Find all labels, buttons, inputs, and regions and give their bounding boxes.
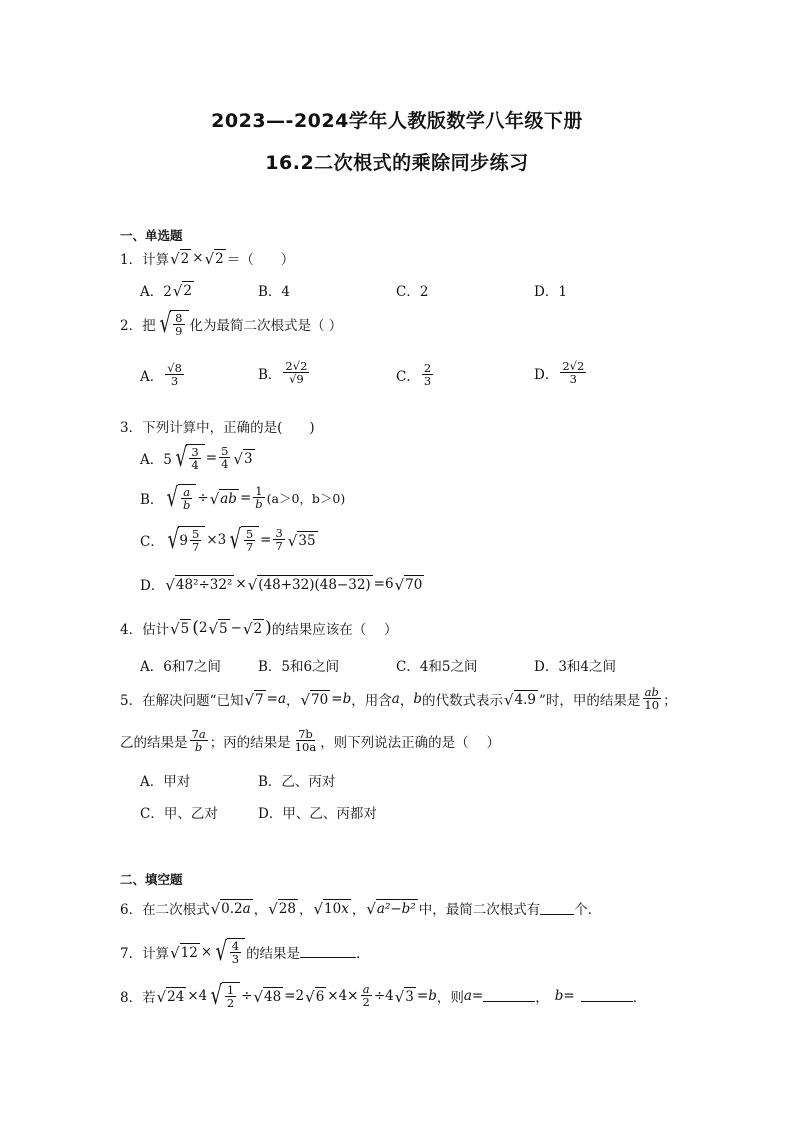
q2-prefix: 2．把 <box>120 317 156 334</box>
q4-option-b: B．5和6之间 <box>258 659 340 675</box>
q7-answer-blank[interactable] <box>300 945 356 958</box>
question-6: 6．在二次根式 √ 0.2 a ， √ 28 ， √ 10 x ， √ a²−b² 中，最简二次根式有 个． <box>120 900 602 918</box>
q2-option-b: B． $\frac{2√2}{√9}$ <box>258 359 308 387</box>
q4-option-c: C．4和5之间 <box>396 659 478 675</box>
question-4: 4．估计 √ 5 ( 2 √ 5 − √ 2 ) 的结果应该在（ ） <box>120 618 398 638</box>
q6-answer-blank[interactable] <box>540 902 574 915</box>
q5-option-d: D．甲、乙、丙都对 <box>258 806 377 822</box>
q1-option-c: C．2 <box>396 284 429 300</box>
q5-option-c: C．甲、乙对 <box>140 806 218 822</box>
q3-option-b: B． √ $\frac{a}{b}$ ÷ √ ab = $\frac{1}{b}$ (a＞0，b＞0) <box>140 483 346 514</box>
q2-tail: 化为最简二次根式是（ ） <box>189 317 343 334</box>
q1-option-d: D．1 <box>534 284 567 300</box>
question-5-line-2: 乙的结果是 $\frac{7a}{b}$ ；丙的结果是 $\frac{7b}{10a}$ ，则下列说法正确的是（ ） <box>120 727 500 755</box>
q1-option-b: B．4 <box>258 284 291 300</box>
question-7: 7．计算 √ 12 × √ $\frac{4}{3}$ 的结果是 ． <box>120 937 370 968</box>
q3-option-c: C． √ 9 $\frac{5}{7}$ ×3 √ $\frac{5}{7}$ = $\frac{3}{7}$ √ 35 <box>140 525 316 556</box>
section-single-choice: 一、单选题 <box>120 228 183 243</box>
worksheet-title: 2023—-2024学年人教版数学八年级下册 <box>211 110 583 132</box>
q4-option-a: A．6和7之间 <box>140 659 221 675</box>
q2-option-a: A． $\frac{√8}{3}$ <box>140 361 182 389</box>
q3-option-d: D． √ 48²÷32² × √ (48+32)(48−32) =6 √ 70 <box>140 576 423 594</box>
sqrt-2: √ 2 <box>170 250 190 268</box>
q8-answer-b-blank[interactable] <box>581 989 633 1002</box>
q1-option-a: A．2 √ 2 <box>140 282 192 300</box>
q4-option-d: D．3和4之间 <box>534 659 617 675</box>
q2-option-d: D． $\frac{2√2}{3}$ <box>534 359 585 387</box>
q1-tail: ＝（ ） <box>226 252 295 268</box>
sqrt-2: √ 2 <box>204 250 224 268</box>
question-1: 1．计算 √ 2 × √ 2 ＝（ ） <box>120 250 295 268</box>
question-5-line-1: 5．在解决问题“已知 √ 7 = a ， √ 70 = b ，用含 a ， b 的代数式表示 √ 4.9 ”时，甲的结果是 $\frac{ab}{10}$ ； <box>120 685 677 713</box>
q5-option-b: B．乙、丙对 <box>258 774 336 790</box>
question-3: 3．下列计算中，正确的是( ) <box>120 420 315 436</box>
worksheet-subtitle: 16.2二次根式的乘除同步练习 <box>265 152 529 174</box>
question-2 <box>120 309 343 340</box>
section-fill-blank: 二、填空题 <box>120 872 183 887</box>
q5-option-a: A．甲对 <box>140 774 191 790</box>
q1-prefix: 1．计算 <box>120 252 170 268</box>
q3-option-a: A．5 √ $\frac{3}{4}$ = $\frac{5}{4}$ √ 3 <box>140 443 253 474</box>
question-8: 8．若 √ 24 ×4 √ $\frac{1}{2}$ ÷ √ 48 =2 √ 6 ×4× $\frac{a}{2}$ ÷4 √ 3 = b ，则 a = ， b = ． <box>120 981 647 1012</box>
q2-option-c: C． $\frac{2}{3}$ <box>396 361 432 389</box>
q8-answer-a-blank[interactable] <box>483 989 535 1002</box>
sqrt-8-over-9: √ $\frac{8}{9}$ <box>157 310 189 337</box>
